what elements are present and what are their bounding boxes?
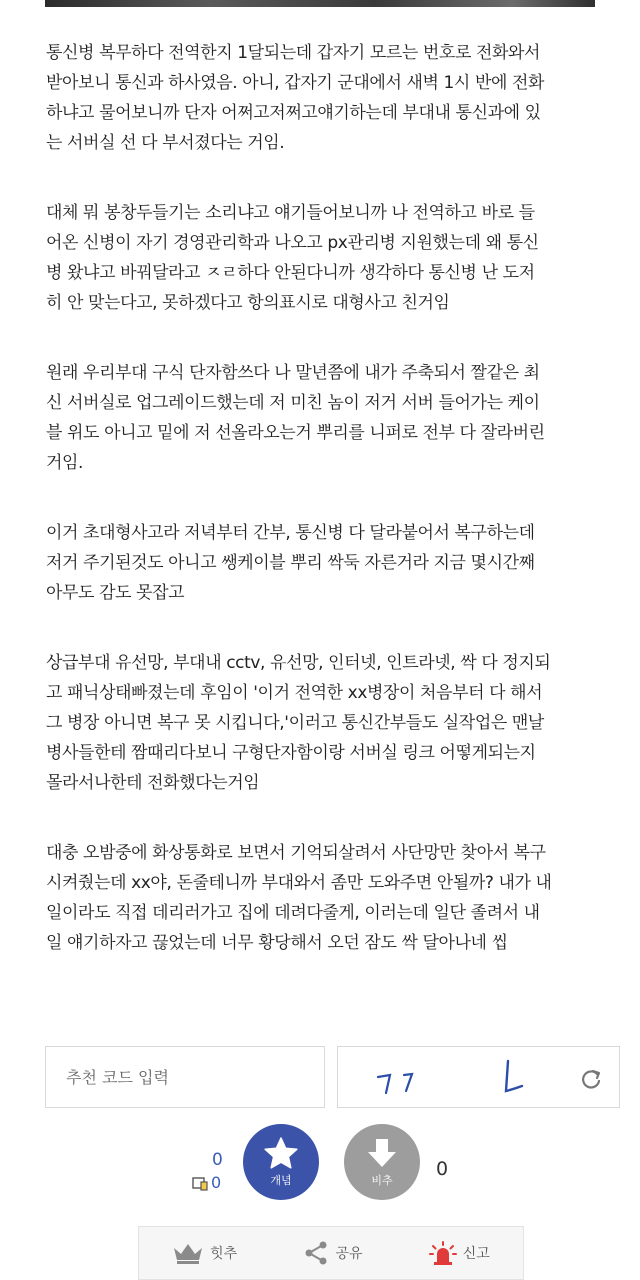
mobile-upvote-count — [192, 1173, 221, 1192]
hit-button[interactable] — [172, 1242, 237, 1264]
captcha-box — [337, 1046, 620, 1108]
post-paragraph: 대체 뭐 봉창두들기는 소리냐고 얘기들어보니까 나 전역하고 바로 들 어온 신병이 자기 경영관리학과 나오고 px관리병 지원했는데 왜 통신 병 왔냐고 바꿔달라고 ㅈㄹ하다 안된다니까 생각하다 통신병 난 도저 히 안 맞는다고, 못하겠다고 항의표시로 대형사고 친거임 — [46, 203, 539, 313]
hit-label: 힛추 — [210, 1246, 238, 1262]
post-paragraph: 이거 초대형사고라 저녁부터 간부, 통신병 다 달라붙어서 복구하는데 저거 주기된것도 아니고 쌩케이블 뿌리 싹둑 자른거라 지금 몇시간째 아무도 감도 못잡고 — [46, 523, 535, 603]
post-body — [46, 38, 606, 998]
crown-icon — [172, 1242, 204, 1264]
siren-icon — [429, 1240, 457, 1266]
share-icon — [303, 1240, 329, 1266]
post-action-bar — [138, 1226, 524, 1280]
mobile-upvote-number: 0 — [211, 1173, 222, 1192]
recommend-code-input[interactable] — [45, 1046, 325, 1108]
report-button[interactable] — [429, 1240, 490, 1266]
downvote-button[interactable] — [344, 1124, 420, 1200]
upvote-count: 0 — [212, 1150, 223, 1170]
upvote-label: 개념 — [270, 1175, 292, 1187]
upvote-button[interactable] — [243, 1124, 319, 1200]
post-paragraph: 통신병 복무하다 전역한지 1달되는데 갑자기 모르는 번호로 전화와서 받아보니 통신과 하사였음. 아니, 갑자기 군대에서 새벽 1시 반에 전화 하냐고 물어보니까 단자 어쩌고저쩌고얘기하는데 부대내 통신과에 있 는 서버실 선 다 부서졌다는 거임. — [46, 43, 545, 153]
captcha-image — [356, 1053, 546, 1103]
post-paragraph: 상급부대 유선망, 부대내 cctv, 유선망, 인터넷, 인트라넷, 싹 다 정지되 고 패닉상태빠졌는데 후임이 '이거 전역한 xx병장이 처음부터 다 해서 그 병장 아니면 복구 못 시킵니다,'이러고 통신간부들도 실작업은 맨날 병사들한테 짬때리다보니 구형단자함이랑 서버실 링크 어떻게되는지 몰라서나한테 전화했다는거임 — [46, 653, 551, 793]
recommend-code-row — [45, 1046, 620, 1110]
mobile-icon — [192, 1175, 208, 1191]
refresh-icon — [577, 1065, 605, 1093]
share-button[interactable] — [303, 1240, 362, 1266]
star-icon — [263, 1136, 299, 1170]
vote-row — [0, 1123, 640, 1213]
captcha-refresh-button[interactable] — [577, 1065, 605, 1093]
post-image-bottom-edge — [45, 0, 595, 7]
downvote-count: 0 — [436, 1158, 449, 1180]
share-label: 공유 — [335, 1246, 363, 1262]
post-paragraph: 대충 오밤중에 화상통화로 보면서 기억되살려서 사단망만 찾아서 복구 시켜줬는데 xx야, 돈줄테니까 부대와서 좀만 도와주면 안될까? 내가 내 일이라도 직접 데리러가고 집에 데려다줄게, 이러는데 일단 졸려서 내 일 얘기하자고 끊었는데 너무 황당해서 오던 잠도 싹 달아나네 씹 — [46, 843, 552, 953]
post-paragraph: 원래 우리부대 구식 단자함쓰다 나 말년쯤에 내가 주축되서 짤같은 최 신 서버실로 업그레이드했는데 저 미친 놈이 저거 서버 들어가는 케이 블 위도 아니고 밑에 저 선올라오는거 뿌리를 니퍼로 전부 다 잘라버린 거임. — [46, 363, 545, 473]
arrow-down-icon — [365, 1136, 399, 1170]
report-label: 신고 — [462, 1246, 490, 1262]
downvote-label: 비추 — [371, 1175, 393, 1187]
